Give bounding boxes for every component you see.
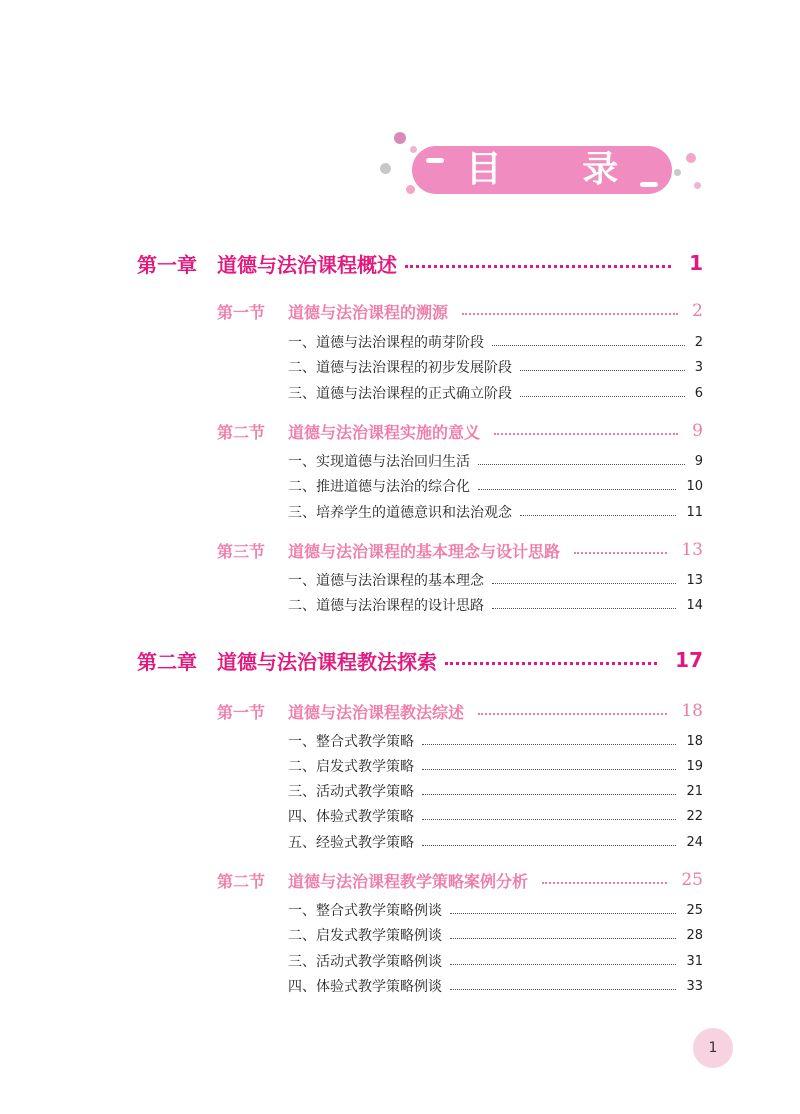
item-title: 三、培养学生的道德意识和法治观念 <box>288 505 512 521</box>
item-title: 二、启发式教学策略 <box>288 759 414 775</box>
dot-leader <box>450 964 676 965</box>
section-label: 第一节 <box>217 302 266 322</box>
item-title: 三、活动式教学策略例谈 <box>288 954 442 970</box>
item-page: 11 <box>686 504 703 520</box>
section-title: 道德与法治课程实施的意义 <box>288 422 481 442</box>
dot-leader <box>422 744 676 745</box>
item-title: 二、道德与法治课程的设计思路 <box>288 598 484 614</box>
section-page: 9 <box>692 421 703 441</box>
toc-section[interactable] <box>217 698 703 724</box>
toc-section[interactable] <box>217 298 703 324</box>
page-number-badge: 1 <box>693 1028 733 1068</box>
dot-leader <box>422 845 676 846</box>
section-label: 第二节 <box>217 422 266 442</box>
item-page: 21 <box>686 783 703 799</box>
dot-leader <box>445 662 657 665</box>
item-page: 28 <box>686 927 703 943</box>
dot-leader <box>478 713 667 715</box>
chapter-page: 17 <box>675 648 703 672</box>
dot-leader <box>450 938 676 939</box>
dot-leader <box>520 515 676 516</box>
toc-item[interactable] <box>288 780 703 802</box>
toc-chapter-2[interactable] <box>137 645 703 675</box>
section-title: 道德与法治课程的溯源 <box>288 302 449 322</box>
toc-chapter-1[interactable] <box>137 248 703 278</box>
item-page: 24 <box>686 834 703 850</box>
item-page: 19 <box>686 758 703 774</box>
dot-leader <box>405 265 671 268</box>
dot-leader <box>520 396 685 397</box>
toc-section[interactable] <box>217 867 703 893</box>
toc-item[interactable] <box>288 356 703 378</box>
item-page: 9 <box>694 453 703 469</box>
item-title: 一、道德与法治课程的萌芽阶段 <box>288 335 484 351</box>
decor-dot <box>380 163 391 174</box>
toc-item[interactable] <box>288 331 703 353</box>
toc-item[interactable] <box>288 975 703 997</box>
decor-dot <box>394 132 406 144</box>
item-page: 31 <box>686 953 703 969</box>
item-page: 10 <box>686 478 703 494</box>
dot-leader <box>462 313 678 315</box>
toc-item[interactable] <box>288 950 703 972</box>
item-page: 18 <box>686 733 703 749</box>
item-page: 25 <box>686 902 703 918</box>
toc-section[interactable] <box>217 537 703 563</box>
section-page: 25 <box>681 870 703 890</box>
dot-leader <box>478 464 685 465</box>
toc-item[interactable] <box>288 450 703 472</box>
chapter-label: 第二章 <box>137 649 197 674</box>
toc-item[interactable] <box>288 594 703 616</box>
item-title: 一、道德与法治课程的基本理念 <box>288 573 484 589</box>
dot-leader <box>492 345 685 346</box>
toc-item[interactable] <box>288 475 703 497</box>
dot-leader <box>478 489 676 490</box>
toc-item[interactable] <box>288 501 703 523</box>
item-page: 13 <box>686 572 703 588</box>
dot-leader <box>520 370 685 371</box>
toc-item[interactable] <box>288 382 703 404</box>
decor-dot <box>694 182 701 189</box>
toc-item[interactable] <box>288 805 703 827</box>
item-page: 6 <box>694 385 703 401</box>
dot-leader <box>492 583 676 584</box>
decor-dot <box>686 153 696 163</box>
section-title: 道德与法治课程教法综述 <box>288 702 465 722</box>
item-title: 五、经验式教学策略 <box>288 835 414 851</box>
section-label: 第二节 <box>217 871 266 891</box>
dot-leader <box>450 913 676 914</box>
section-title: 道德与法治课程教学策略案例分析 <box>288 871 529 891</box>
dot-leader <box>492 608 676 609</box>
toc-item[interactable] <box>288 730 703 752</box>
dot-leader <box>574 552 667 554</box>
item-title: 一、整合式教学策略例谈 <box>288 903 442 919</box>
item-title: 三、活动式教学策略 <box>288 784 414 800</box>
chapter-title: 道德与法治课程概述 <box>217 252 397 277</box>
decor-dot <box>674 169 681 176</box>
toc-item[interactable] <box>288 755 703 777</box>
section-page: 13 <box>681 540 703 560</box>
toc-section[interactable] <box>217 418 703 444</box>
item-title: 二、道德与法治课程的初步发展阶段 <box>288 360 512 376</box>
item-page: 2 <box>694 334 703 350</box>
item-title: 三、道德与法治课程的正式确立阶段 <box>288 386 512 402</box>
item-page: 3 <box>694 359 703 375</box>
dot-leader <box>422 819 676 820</box>
section-page: 2 <box>692 301 703 321</box>
toc-item[interactable] <box>288 831 703 853</box>
toc-item[interactable] <box>288 569 703 591</box>
dot-leader <box>422 769 676 770</box>
toc-item[interactable] <box>288 924 703 946</box>
item-page: 14 <box>686 597 703 613</box>
section-label: 第一节 <box>217 702 266 722</box>
chapter-page: 1 <box>689 251 703 275</box>
chapter-title: 道德与法治课程教法探索 <box>217 649 437 674</box>
dot-leader <box>422 794 676 795</box>
section-label: 第三节 <box>217 541 266 561</box>
section-page: 18 <box>681 701 703 721</box>
section-title: 道德与法治课程的基本理念与设计思路 <box>288 541 561 561</box>
item-title: 二、推进道德与法治的综合化 <box>288 479 470 495</box>
item-title: 四、体验式教学策略 <box>288 809 414 825</box>
dot-leader <box>494 433 678 435</box>
page-title: 目 录 <box>465 149 653 190</box>
item-title: 一、实现道德与法治回归生活 <box>288 454 470 470</box>
item-page: 22 <box>686 808 703 824</box>
toc-item[interactable] <box>288 899 703 921</box>
item-title: 一、整合式教学策略 <box>288 734 414 750</box>
chapter-label: 第一章 <box>137 252 197 277</box>
item-title: 二、启发式教学策略例谈 <box>288 928 442 944</box>
dot-leader <box>542 882 667 884</box>
toc-title-banner <box>378 126 708 216</box>
item-title: 四、体验式教学策略例谈 <box>288 979 442 995</box>
item-page: 33 <box>686 978 703 994</box>
dot-leader <box>450 989 676 990</box>
